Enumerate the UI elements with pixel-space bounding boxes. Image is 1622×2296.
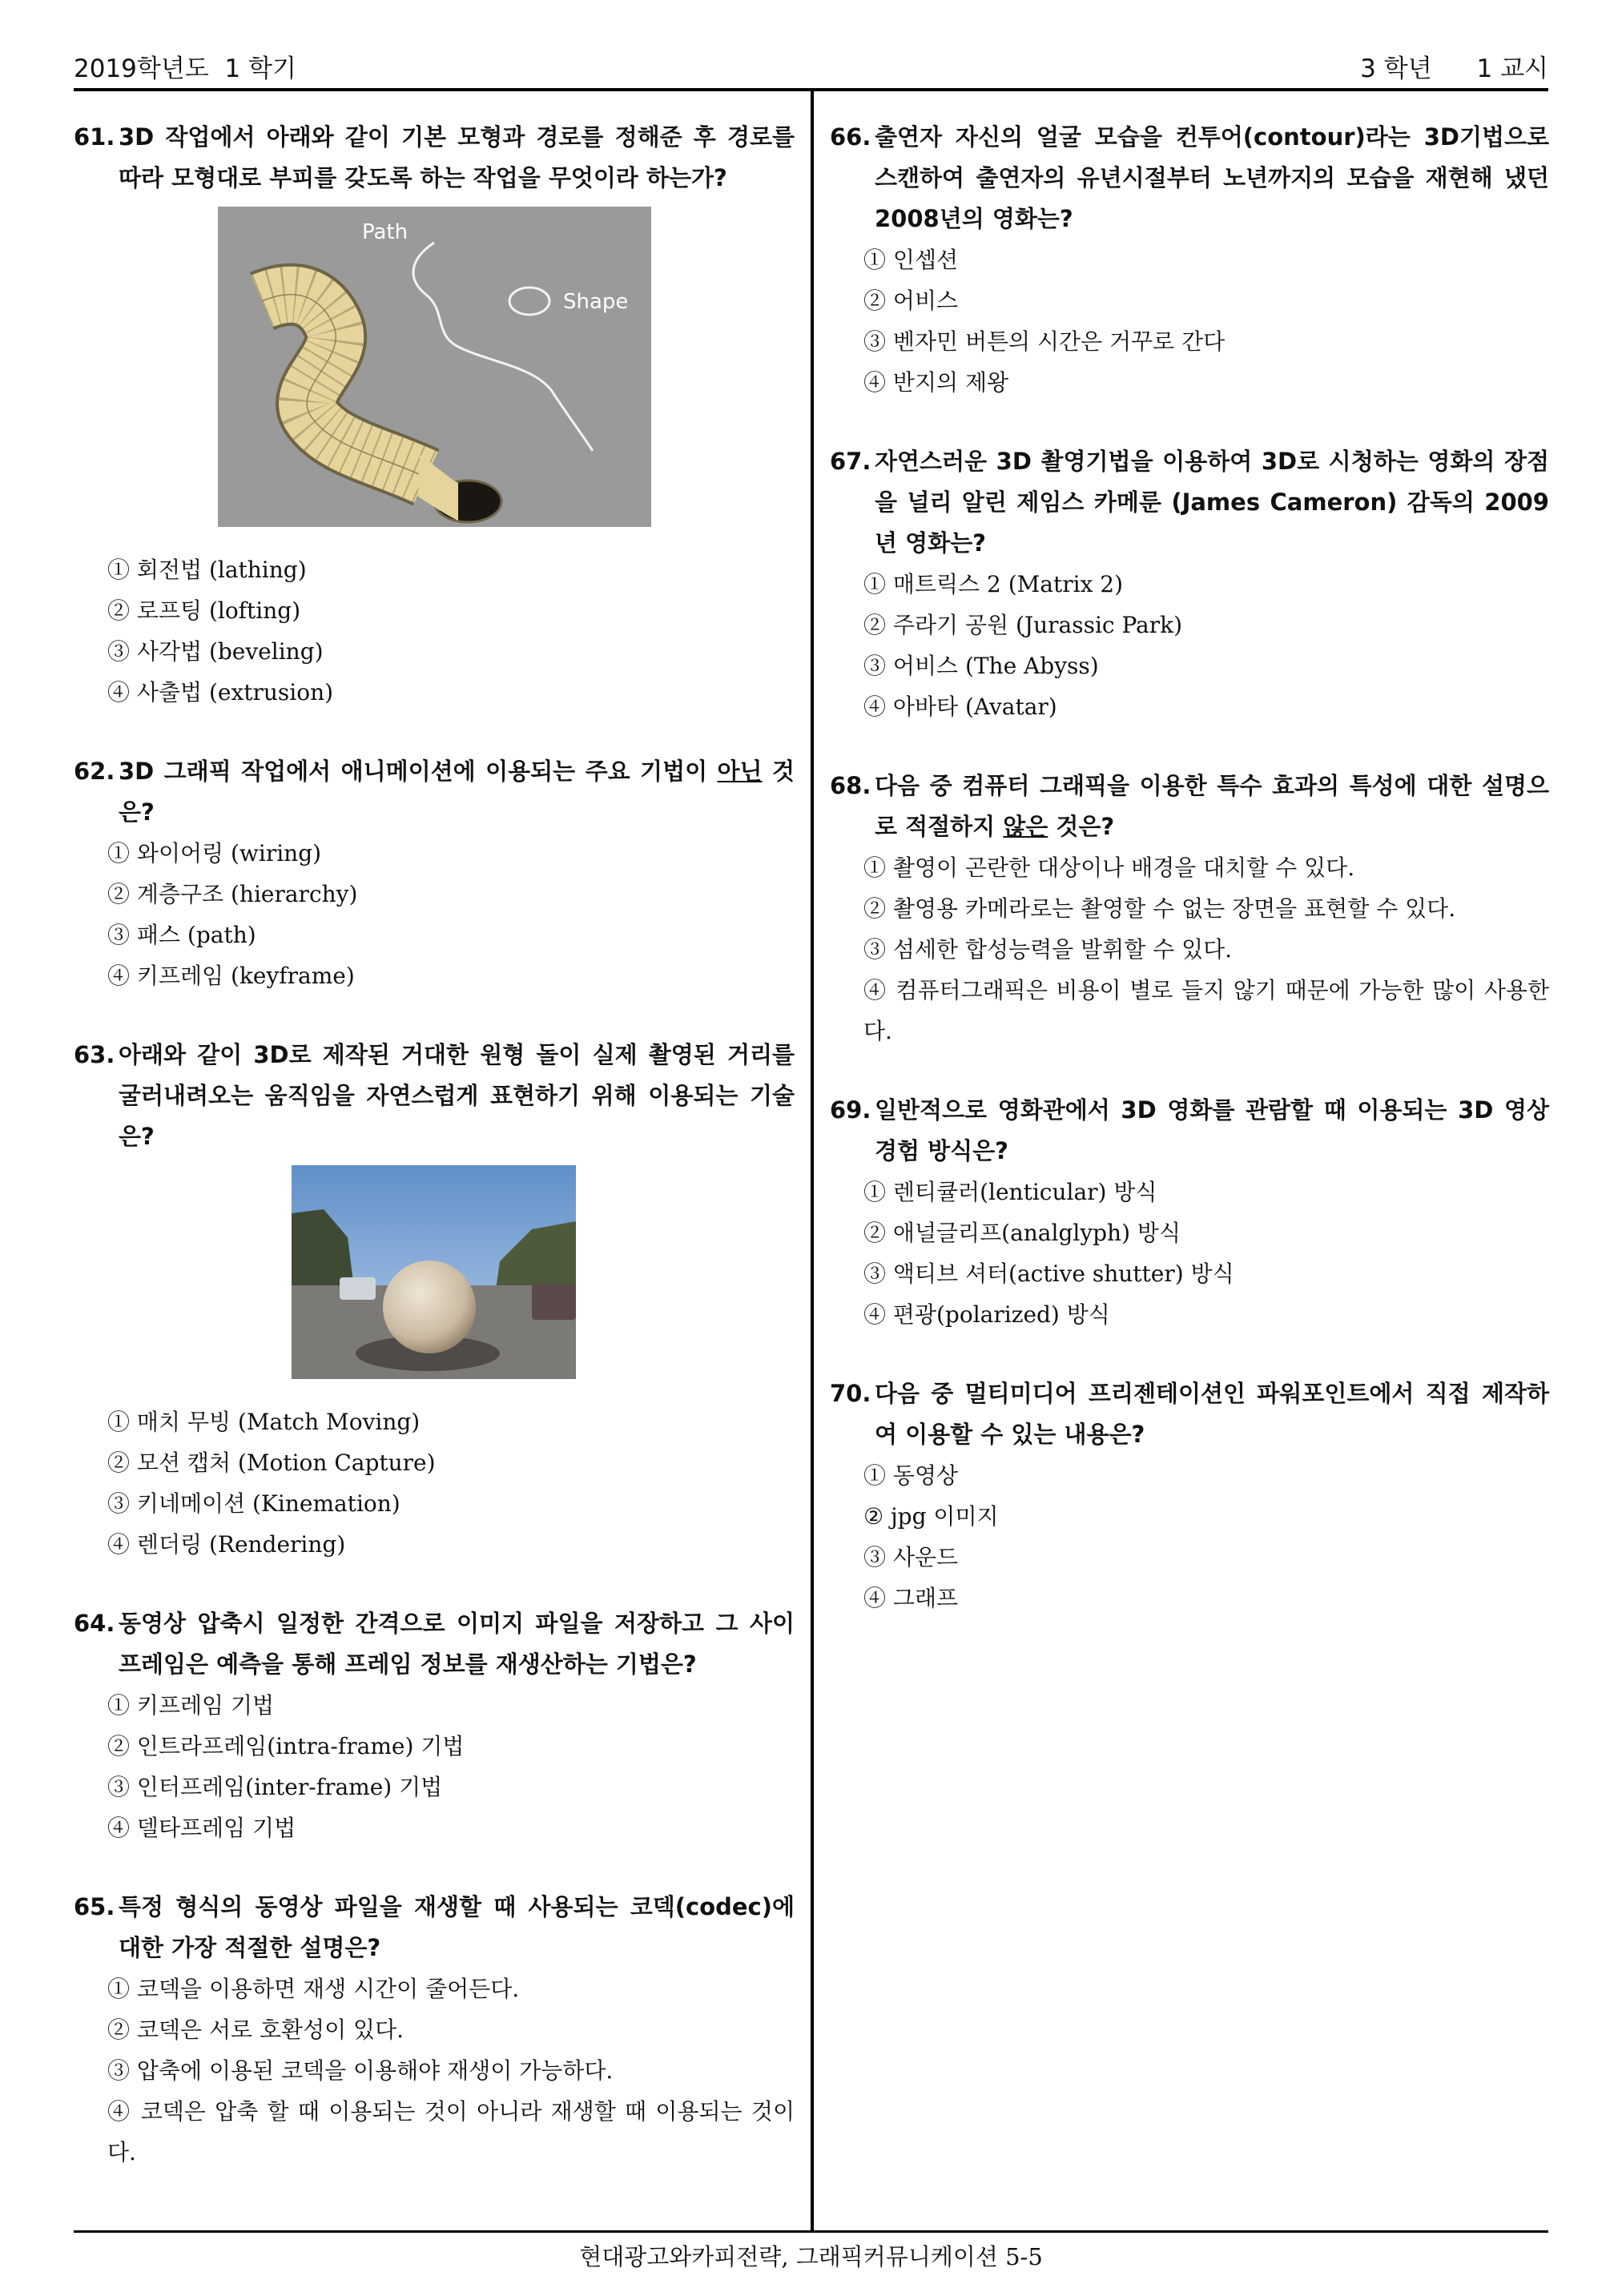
header-right	[1323, 48, 1548, 84]
question-61	[74, 117, 795, 713]
question-65	[74, 1887, 795, 2173]
option-text: ① 코덱을 이용하면 재생 시간이 줄어든다.	[107, 1976, 520, 2002]
question-text	[119, 751, 795, 833]
option[interactable]	[863, 1212, 1549, 1253]
option-text: ② 어비스	[863, 288, 959, 314]
option[interactable]	[863, 888, 1549, 929]
option[interactable]	[863, 1253, 1549, 1294]
option-text: ② 애널글리프(analglyph) 방식	[863, 1220, 1181, 1246]
option[interactable]	[107, 1524, 795, 1565]
option-text: ① 매치 무빙 (Match Moving)	[107, 1409, 421, 1435]
option[interactable]	[863, 1172, 1549, 1212]
question-text: 특정 형식의 동영상 파일을 재생할 때 사용되는 코덱(codec)에 대한 가장 적절한 설명은?	[119, 1893, 795, 1961]
question-text-part: 것은?	[119, 758, 795, 826]
question-text-part: 3D 그래픽 작업에서 애니메이션에 이용되는 주요 기법이	[119, 758, 718, 785]
option[interactable]	[107, 833, 795, 874]
question-66	[830, 117, 1549, 403]
option[interactable]	[107, 1442, 795, 1483]
option[interactable]	[863, 686, 1549, 727]
option[interactable]	[863, 1455, 1549, 1496]
question-text: 다음 중 멀티미디어 프리젠테이션인 파워포인트에서 직접 제작하여 이용할 수 있는 내용은?	[875, 1380, 1549, 1448]
question-63	[74, 1035, 795, 1565]
option[interactable]	[107, 631, 795, 672]
option-text: ① 키프레임 기법	[107, 1692, 275, 1719]
question-text: 출연자 자신의 얼굴 모습을 컨투어(contour)라는 3D기법으로 스캔하여 출연자의 유년시절부터 노년까지의 모습을 재현해 냈던 2008년의 영화는?	[875, 123, 1549, 232]
page-header	[74, 44, 1548, 84]
option[interactable]	[863, 280, 1549, 321]
option[interactable]	[107, 874, 795, 915]
option[interactable]	[863, 1294, 1549, 1335]
option-text: ③ 어비스 (The Abyss)	[863, 653, 1099, 679]
option-text: ③ 압축에 이용된 코덱을 이용해야 재생이 가능하다.	[107, 2057, 614, 2084]
question-number: 67.	[830, 448, 871, 475]
stone-boulder	[383, 1261, 476, 1353]
question-70	[830, 1373, 1549, 1618]
question-number: 65.	[74, 1893, 115, 1920]
question-text-part: 다음 중 컴퓨터 그래픽을 이용한 특수 효과의 특성에 대한 설명으로 적절하지	[875, 772, 1549, 840]
question-text: 동영상 압축시 일정한 간격으로 이미지 파일을 저장하고 그 사이 프레임은 예측을 통해 프레임 정보를 재생산하는 기법은?	[119, 1610, 795, 1678]
option-text: ② 모션 캡처 (Motion Capture)	[107, 1450, 436, 1476]
option-text: ① 렌티큘러(lenticular) 방식	[863, 1179, 1157, 1205]
option-text: ② 주라기 공원 (Jurassic Park)	[863, 612, 1183, 638]
option-text: ② 로프팅 (lofting)	[107, 597, 301, 624]
option[interactable]	[863, 1578, 1549, 1618]
question-62	[74, 751, 795, 996]
option[interactable]	[107, 590, 795, 631]
option-text: ② 코덱은 서로 호환성이 있다.	[107, 2017, 404, 2043]
option-text: ④ 사출법 (extrusion)	[107, 679, 334, 706]
option[interactable]	[107, 1767, 795, 1807]
question-text: 자연스러운 3D 촬영기법을 이용하여 3D로 시청하는 영화의 장점을 널리 알린 제임스 카메룬 (James Cameron) 감독의 2009년 영화는?	[875, 448, 1549, 557]
option[interactable]	[863, 564, 1549, 605]
page-footer: 현대광고와카피전략, 그래픽커뮤니케이션 5-5	[579, 2243, 1043, 2270]
option[interactable]	[107, 672, 795, 713]
option[interactable]	[107, 549, 795, 590]
option-text: ③ 키네메이션 (Kinemation)	[107, 1490, 400, 1517]
option-text: ④ 편광(polarized) 방식	[863, 1301, 1110, 1328]
option-text: ③ 액티브 셔터(active shutter) 방식	[863, 1261, 1234, 1287]
header-term: 2019학년도 1 학기	[74, 54, 296, 83]
option[interactable]	[107, 2050, 795, 2091]
option-text: ④ 반지의 제왕	[863, 369, 1009, 396]
lofting-illustration	[218, 207, 651, 527]
car-left	[340, 1277, 376, 1300]
footer-rule	[74, 2230, 1548, 2233]
option-text: ② jpg 이미지	[863, 1503, 999, 1530]
option[interactable]	[107, 1685, 795, 1726]
option-text: ④ 코덱은 압축 할 때 이용되는 것이 아니라 재생할 때 이용되는 것이다.	[107, 2098, 795, 2165]
option[interactable]	[863, 605, 1549, 645]
option[interactable]	[107, 2009, 795, 2050]
question-67	[830, 441, 1549, 727]
option[interactable]	[863, 239, 1549, 280]
option-text: ④ 아바타 (Avatar)	[863, 694, 1057, 720]
option-text: ④ 컴퓨터그래픽은 비용이 별로 들지 않기 때문에 가능한 많이 사용한다.	[863, 977, 1549, 1044]
question-number: 68.	[830, 772, 871, 799]
street-photo-figure	[74, 1165, 795, 1379]
option-text: ④ 렌더링 (Rendering)	[107, 1531, 346, 1558]
question-emphasis: 않은	[1003, 813, 1048, 840]
option[interactable]	[863, 847, 1549, 888]
right-column	[830, 117, 1549, 1657]
question-emphasis: 아닌	[717, 758, 763, 785]
option-text: ② 인트라프레임(intra-frame) 기법	[107, 1733, 465, 1759]
column-divider	[811, 91, 814, 2230]
question-number: 69.	[830, 1096, 871, 1124]
option[interactable]	[863, 1496, 1549, 1537]
shape-label: Shape	[563, 290, 629, 314]
question-number: 61.	[74, 123, 115, 151]
option[interactable]	[863, 321, 1549, 362]
option[interactable]	[863, 1537, 1549, 1578]
rolling-boulder-photo	[292, 1165, 576, 1379]
question-text	[875, 766, 1549, 847]
option-text: ③ 벤자민 버튼의 시간은 거꾸로 간다	[863, 328, 1226, 355]
question-number: 66.	[830, 123, 871, 151]
question-text: 아래와 같이 3D로 제작된 거대한 원형 돌이 실제 촬영된 거리를 굴러내려오는 움직임을 자연스럽게 표현하기 위해 이용되는 기술은?	[119, 1041, 795, 1150]
question-69	[830, 1090, 1549, 1335]
question-68	[830, 766, 1549, 1051]
option-text: ① 촬영이 곤란한 대상이나 배경을 대치할 수 있다.	[863, 854, 1355, 881]
option-text: ① 동영상	[863, 1462, 959, 1489]
question-number: 63.	[74, 1041, 115, 1068]
option-text: ③ 인터프레임(inter-frame) 기법	[107, 1774, 443, 1800]
option-text: ① 와이어링 (wiring)	[107, 840, 322, 867]
question-64	[74, 1603, 795, 1848]
option-text: ③ 사각법 (beveling)	[107, 638, 324, 665]
option-text: ④ 키프레임 (keyframe)	[107, 963, 355, 989]
option-text: ① 회전법 (lathing)	[107, 557, 307, 583]
option[interactable]	[107, 1401, 795, 1442]
option[interactable]	[107, 1726, 795, 1767]
option-text: ④ 그래프	[863, 1585, 959, 1611]
option[interactable]	[863, 362, 1549, 403]
option[interactable]	[107, 955, 795, 996]
option[interactable]	[107, 1483, 795, 1524]
option[interactable]	[863, 929, 1549, 970]
option-text: ① 인셉션	[863, 247, 959, 273]
header-grade: 3 학년	[1360, 54, 1432, 83]
question-text-part: 것은?	[1048, 813, 1115, 840]
option-text: ③ 섬세한 합성능력을 발휘할 수 있다.	[863, 936, 1233, 963]
option[interactable]	[107, 915, 795, 955]
option[interactable]	[863, 645, 1549, 686]
car-right	[532, 1284, 576, 1320]
header-period: 1 교시	[1476, 54, 1548, 83]
question-number: 70.	[830, 1380, 871, 1407]
option[interactable]	[863, 970, 1549, 1051]
option-text: ② 계층구조 (hierarchy)	[107, 881, 358, 907]
path-label: Path	[362, 220, 409, 244]
path-shape-figure	[74, 207, 795, 527]
option[interactable]	[107, 1968, 795, 2009]
question-number: 62.	[74, 758, 115, 785]
option[interactable]	[107, 1807, 795, 1848]
question-number: 64.	[74, 1610, 115, 1637]
option-text: ③ 사운드	[863, 1544, 959, 1570]
option-text: ④ 델타프레임 기법	[107, 1815, 296, 1841]
question-text: 3D 작업에서 아래와 같이 기본 모형과 경로를 정해준 후 경로를 따라 모형대로 부피를 갖도록 하는 작업을 무엇이라 하는가?	[119, 123, 795, 191]
option[interactable]	[107, 2091, 795, 2173]
question-text: 일반적으로 영화관에서 3D 영화를 관람할 때 이용되는 3D 영상 경험 방식은?	[875, 1096, 1549, 1164]
option-text: ① 매트릭스 2 (Matrix 2)	[863, 571, 1124, 597]
left-column	[74, 117, 795, 2211]
option-text: ③ 패스 (path)	[107, 922, 256, 948]
option-text: ② 촬영용 카메라로는 촬영할 수 없는 장면을 표현할 수 있다.	[863, 895, 1456, 922]
